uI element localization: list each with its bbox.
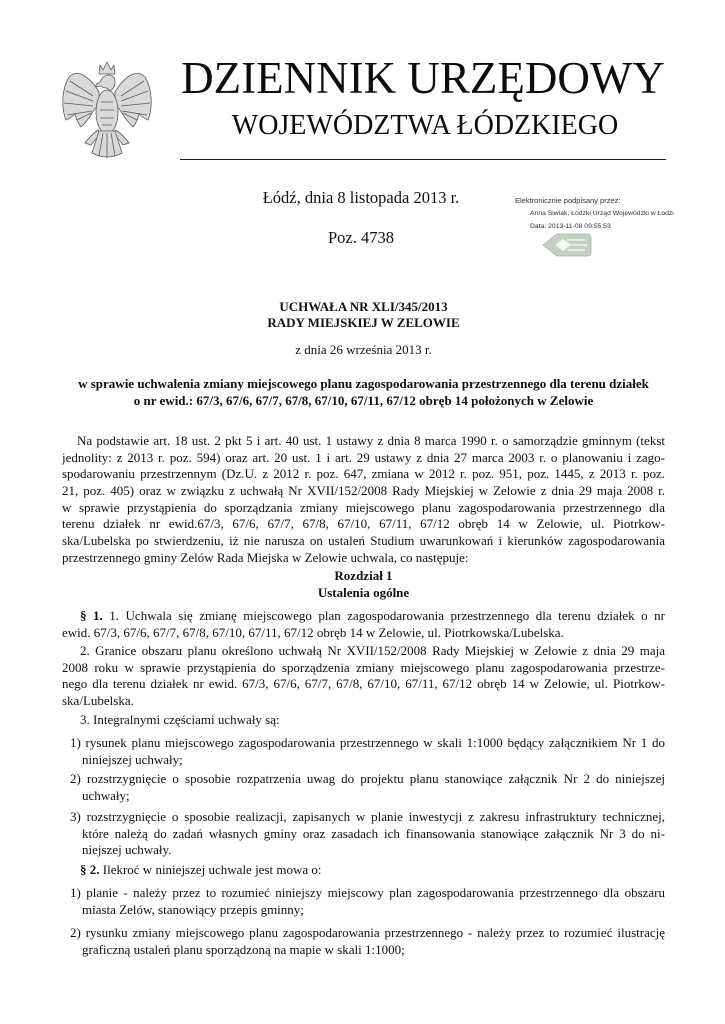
resolution-council: RADY MIEJSKIEJ W ZELOWIE — [267, 314, 460, 330]
section1-line: ska/Lubelska. — [62, 693, 134, 709]
preamble-line: 21, poz. 405) oraz w związku z uchwałą Nr XVII/152/2008 Rady Miejskiej w Zelowie z dnia 29 maja 2008 r. — [62, 483, 665, 499]
subject-line: o nr ewid.: 67/3, 67/6, 67/7, 67/8, 67/10, 67/11, 67/12 obręb 14 położonych w Zelowie — [133, 392, 594, 408]
section1-paragraph2 — [62, 643, 665, 710]
list-item-line: miasta Zelów, stanowiący przepis gminny; — [82, 901, 304, 917]
section1-line: ewid. 67/3, 67/6, 67/7, 67/8, 67/10, 67/11, 67/12 obręb 14 w Zelowie, ul. Piotrkowska/Lubelska. — [62, 624, 564, 640]
resolution-subject — [62, 376, 665, 409]
issue-place-date: Łódź, dnia 8 listopada 2013 r. — [262, 188, 460, 207]
section-mark: § 1. — [80, 608, 103, 623]
list-item — [62, 885, 665, 918]
chapter-title: Ustalenia ogólne — [317, 584, 410, 600]
resolution-date-block — [62, 342, 665, 359]
preamble-line: w sprawie przystąpienia do sporządzania zmiany miejscowego planu zagospodarowania przestrzennego dla — [62, 499, 665, 515]
list-item-line: graficzną ustaleń planu sporządzoną na mapie w skali 1:1000; — [82, 941, 405, 957]
preamble-paragraph — [62, 433, 665, 567]
issue-position: Poz. 4738 — [328, 228, 394, 247]
list-item-line: niniejszej uchwały; — [82, 751, 183, 767]
preamble-line: przestrzennego gminy Zelów Rada Miejska w Zelowie uchwala, co następuje: — [62, 549, 469, 565]
list-item-line: 1) planie - należy przez to rozumieć niniejszy miejscowy plan zagospodarowania przestrzennego dla obszaru — [70, 885, 665, 900]
list-item — [62, 735, 665, 768]
signature-date: Data: 2013-11-08 09:55:53 — [530, 223, 611, 230]
section1-line: nego dla terenu działek nr ewid. 67/3, 67/6, 67/7, 67/8, 67/10, 67/11, 67/12 obręb 14 w Zelowie, ul. Piotrkow- — [62, 676, 665, 692]
chapter-heading — [62, 568, 665, 601]
preamble-line: Na podstawie art. 18 ust. 2 pkt 5 i art. 40 ust. 1 ustawy z dnia 8 marca 1990 r. o samorządzie gminnym (tekst — [77, 433, 665, 448]
section1-text: 1. Uchwala się zmianę miejscowego plan zagospodarowania przestrzennego dla terenu działek o nr — [109, 608, 665, 623]
journal-subtitle: WOJEWÓDZTWA ŁÓDZKIEGO — [231, 110, 619, 141]
signature-label: Elektronicznie podpisany przez: — [515, 196, 621, 205]
section1-line: 2008 roku w sprawie przystąpienia do sporządzenia zmiany miejscowego planu zagospodarowania przestrze- — [62, 659, 665, 675]
section-mark: § 2. — [80, 862, 100, 877]
list-item-line: niejszej uchwały. — [82, 842, 172, 858]
preamble-line: terenu działek nr ewid.67/3, 67/6, 67/7, 67/8, 67/10, 67/11, 67/12 obręb 14 w Zelowie, ul. Piotrkow- — [62, 516, 665, 532]
header-divider — [180, 159, 666, 160]
coat-of-arms-eagle-icon — [62, 60, 152, 166]
resolution-number: UCHWAŁA NR XLI/345/2013 — [279, 299, 448, 314]
list-item-line: 3) rozstrzygnięcie o sposobie realizacji, zapisanych w planie inwestycji z zakresu infrastruktury technicznej, — [70, 809, 665, 824]
preamble-line: spodarowaniu przestrzennym (Dz.U. z 2012 r. poz. 647, zmiana w 2012 r. poz. 951, poz. 1445, z 2013 r. poz. — [62, 466, 665, 482]
signature-signer: Anna Siwiak; Łódzki Urząd Wojewódzki w Łodzi — [530, 210, 674, 217]
list-item — [62, 809, 665, 859]
list-item-line: 2) rysunku zmiany miejscowego planu zagospodarowania przestrzennego - należy przez to rozumieć ilustrację — [70, 925, 665, 940]
section1-paragraph3 — [62, 712, 665, 729]
list-item-line: które należą do zadań własnych gminy oraz zasadach ich finansowania stanowiące załącznik Nr 3 do ni- — [82, 825, 665, 841]
section2-text: Ilekroć w niniejszej uchwale jest mowa o: — [102, 862, 322, 877]
list-item-line: 2) rozstrzygnięcie o sposobie rozpatrzenia uwag do projektu planu stanowiące załącznik Nr 2 do niniejszej — [70, 771, 665, 786]
section1-paragraph1 — [62, 608, 665, 641]
section1-line: 3. Integralnymi częściami uchwały są: — [80, 712, 280, 727]
list-item — [62, 771, 665, 804]
section1-line: 2. Granice obszaru planu określono uchwałą Nr XVII/152/2008 Rady Miejskiej w Zelowie z dnia 29 maja — [80, 643, 665, 658]
preamble-line: ska/Lubelska po stwierdzeniu, iż nie narusza on ustaleń Studium uwarunkowań i kierunków zagospodarowania — [62, 533, 665, 549]
list-item — [62, 925, 665, 958]
section1-line — [62, 608, 665, 625]
signature-seal-icon — [537, 231, 593, 259]
preamble-line: jednolity: z 2013 r. poz. 594) oraz art. 20 ust. 1 i art. 29 ustawy z dnia 27 marca 2003 r. o planowaniu i zago- — [62, 449, 665, 465]
resolution-heading — [62, 299, 665, 330]
subject-line: w sprawie uchwalenia zmiany miejscowego planu zagospodarowania przestrzennego dla terenu działek — [78, 376, 649, 391]
section2-intro — [62, 862, 665, 879]
chapter-number: Rozdział 1 — [334, 568, 393, 583]
resolution-date: z dnia 26 września 2013 r. — [295, 342, 432, 357]
list-item-line: uchwały; — [82, 787, 130, 803]
journal-title: DZIENNIK URZĘDOWY — [181, 53, 665, 103]
section2-line — [62, 862, 665, 879]
list-item-line: 1) rysunek planu miejscowego zagospodarowania przestrzennego w skali 1:1000 będący załącznikiem Nr 1 do — [70, 735, 665, 750]
